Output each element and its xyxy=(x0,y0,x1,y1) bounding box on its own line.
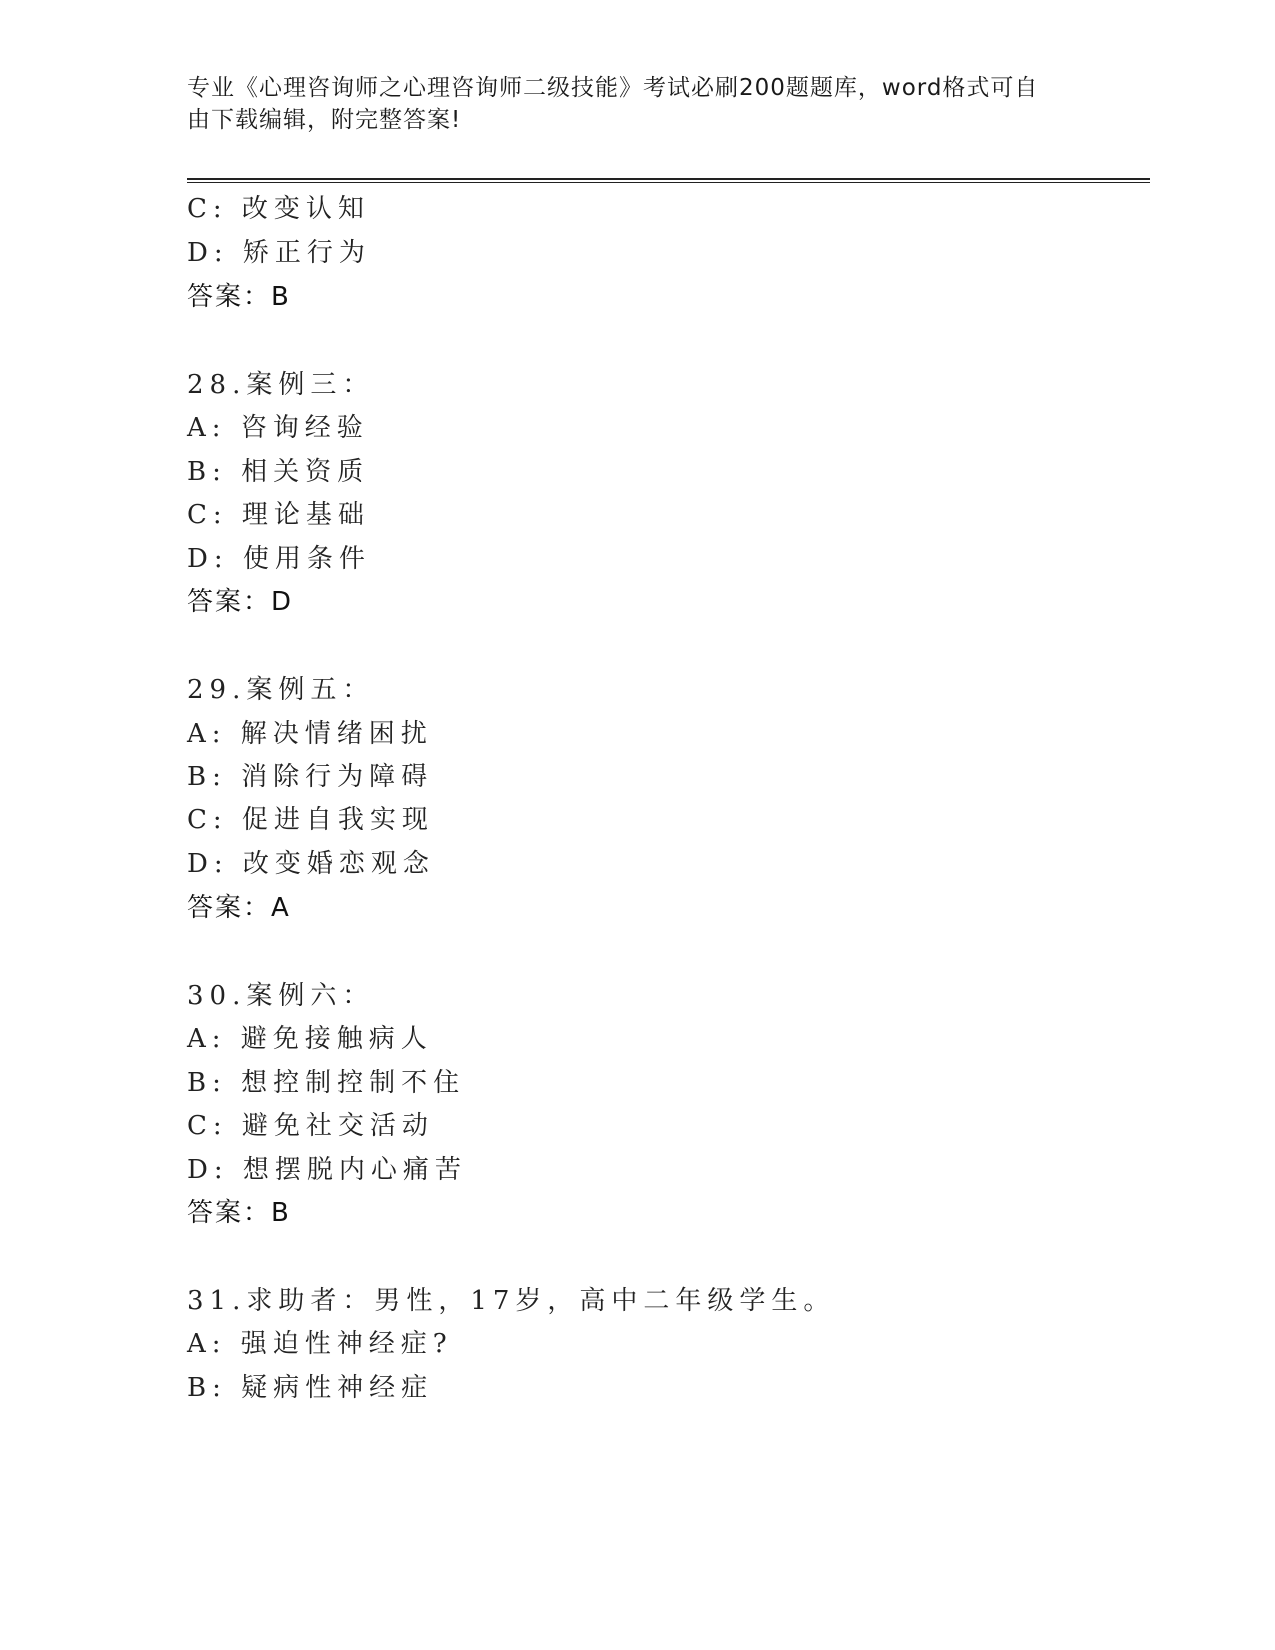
option-line: B: 消除行为障碍 xyxy=(187,762,434,792)
header-divider xyxy=(187,178,1150,183)
option-line: C: 促进自我实现 xyxy=(187,805,434,835)
option-line: B: 疑病性神经症 xyxy=(187,1373,434,1403)
option-line: D: 改变婚恋观念 xyxy=(187,849,435,879)
answer-line: 答案：B xyxy=(187,1198,291,1228)
option-line: C: 改变认知 xyxy=(187,194,370,224)
option-line: D: 使用条件 xyxy=(187,544,371,574)
question-title: 30.案例六： xyxy=(187,981,375,1011)
option-line: A: 解决情绪困扰 xyxy=(187,719,433,749)
question-title: 29.案例五： xyxy=(187,675,375,705)
option-line: A: 强迫性神经症? xyxy=(187,1329,453,1359)
answer-line: 答案：A xyxy=(187,893,291,923)
option-line: A: 避免接触病人 xyxy=(187,1024,433,1054)
document-header xyxy=(187,72,1067,136)
header-line-2: 由下载编辑，附完整答案! xyxy=(187,107,462,133)
option-line: B: 想控制控制不住 xyxy=(187,1068,466,1098)
option-line: D: 矫正行为 xyxy=(187,238,371,268)
option-line: C: 理论基础 xyxy=(187,500,370,530)
option-line: D: 想摆脱内心痛苦 xyxy=(187,1155,467,1185)
answer-line: 答案：D xyxy=(187,587,294,617)
question-title: 28.案例三： xyxy=(187,370,375,400)
option-line: A: 咨询经验 xyxy=(187,413,369,443)
question-title: 31.求助者：男性，17岁，高中二年级学生。 xyxy=(187,1286,836,1316)
option-line: C: 避免社交活动 xyxy=(187,1111,434,1141)
header-line-1: 专业《心理咨询师之心理咨询师二级技能》考试必刷200题题库，word格式可自 xyxy=(187,75,1039,101)
answer-line: 答案：B xyxy=(187,282,291,312)
option-line: B: 相关资质 xyxy=(187,457,370,487)
